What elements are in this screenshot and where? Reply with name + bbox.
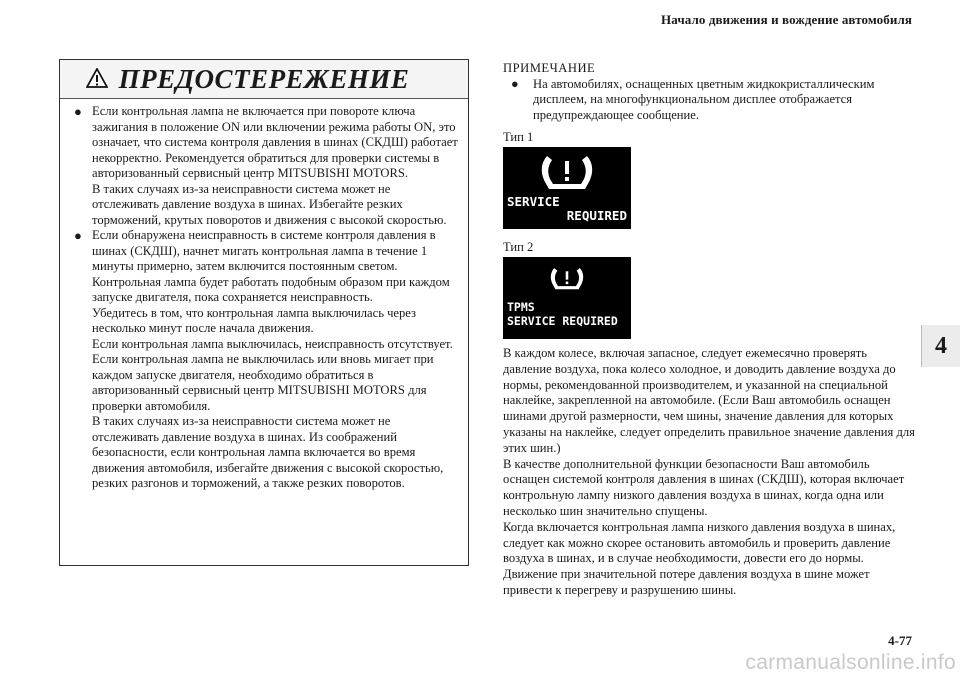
type2-label: Тип 2 [503, 240, 534, 254]
warning-paragraph: Если контрольная лампа выключилась, неисправность отсутствует. [92, 336, 453, 351]
tpms-tire-pressure-icon [549, 264, 585, 294]
type1-display [503, 147, 631, 229]
page-header-title: Начало движения и вождение автомобиля [661, 12, 912, 27]
body-paragraph: Когда включается контрольная лампа низкого давления воздуха в шинах, следует как можно скорее остановить автомобиль и проверить давление воздуха в шинах, и в случае необходимости, довести его до нормы. Движение при значительной потере давления воздуха в шине может привести к перегреву и разрушению шины. [503, 519, 896, 597]
warning-paragraph: Если контрольная лампа не выключилась или вновь мигает при каждом запуске двигателя, необходимо обратиться в авторизованный сервисный центр MITSUBISHI MOTORS для проверки автомобиля. [92, 352, 434, 413]
bullet-dot: ● [74, 104, 82, 119]
page-number: 4-77 [888, 633, 912, 648]
warning-paragraph: В таких случаях из-за неисправности система может не отслеживать давление воздуха в шинах. Избегайте резких торможений, крутых поворотов и движения с высокой скоростью. [92, 181, 447, 227]
warning-header [60, 60, 468, 99]
warning-title: ПРЕДОСТЕРЕЖЕНИЕ [118, 63, 410, 94]
type2-display [503, 257, 631, 339]
type2-display-text [507, 301, 629, 328]
type2-line1: TPMS [507, 300, 535, 314]
body-paragraph: В качестве дополнительной функции безопасности Ваш автомобиль оснащен системой контроля давления в шинах (СКДШ), которая включает контрольную лампу низкого давления воздуха в шинах, когда одна или несколько шин значительно спущены. [503, 456, 905, 518]
warning-paragraph: В таких случаях из-за неисправности система может не отслеживать давление воздуха в шинах. Из соображений безопасности, если контрольная лампа включается во время движения автомобиля, избегайте движения с высокой скоростью, резких разгонов и торможений, а также резких поворотов. [92, 414, 444, 490]
warning-bullet [74, 104, 460, 228]
warning-paragraph: Если контрольная лампа не включается при повороте ключа зажигания в положение ON или включении режима работы ON, это означает, что система контроля давления в шинах (СКДШ) работает некорректно. Рекомендуется обратиться для проверки системы в авторизованный сервисный центр MITSUBISHI MOTORS. [92, 104, 458, 180]
watermark: carmanualsonline.info [745, 651, 956, 674]
type1-display-text [507, 195, 627, 223]
note-title: ПРИМЕЧАНИЕ [503, 61, 596, 75]
warning-box [59, 59, 469, 566]
type1-line1: SERVICE [507, 194, 560, 209]
warning-paragraph: Убедитесь в том, что контрольная лампа выключилась через несколько минут после начала движения. [92, 305, 417, 335]
type1-label: Тип 1 [503, 130, 534, 144]
bullet-dot: ● [74, 228, 82, 243]
note-section [503, 61, 918, 123]
warning-triangle-icon [86, 68, 108, 88]
warning-bullet [74, 228, 460, 492]
tpms-tire-pressure-icon [539, 151, 595, 195]
body-paragraph: В каждом колесе, включая запасное, следует ежемесячно проверять давление воздуха, пока колесо холодное, и доводить давление воздуха до нормы, рекомендованной производителем, и указанной на специальной наклейке, закрепленной на автомобиле. (Если Ваш автомобиль оснащен шинами другой размерности, чем шины, значение давления для которых указаны на наклейке, следует определить правильное значение давления для этих шин.) [503, 346, 915, 455]
note-text: На автомобилях, оснащенных цветным жидкокристаллическим дисплеем, на многофункциональном дисплее отображается предупреждающее сообщение. [533, 76, 875, 122]
chapter-tab: 4 [921, 325, 960, 367]
type1-line2: REQUIRED [566, 208, 627, 223]
bullet-dot: ● [511, 76, 519, 91]
body-text [503, 346, 918, 599]
type2-line2: SERVICE REQUIRED [507, 313, 618, 328]
warning-paragraph: Если обнаружена неисправность в системе контроля давления в шинах (СКДШ), начнет мигать контрольная лампа в течение 1 минуты примерно, затем включится постоянным светом. Контрольная лампа будет работать подобным образом при каждом запуске двигателя, пока сохраняется неисправность. [92, 228, 450, 304]
note-bullet [511, 77, 918, 124]
warning-body [60, 99, 468, 492]
